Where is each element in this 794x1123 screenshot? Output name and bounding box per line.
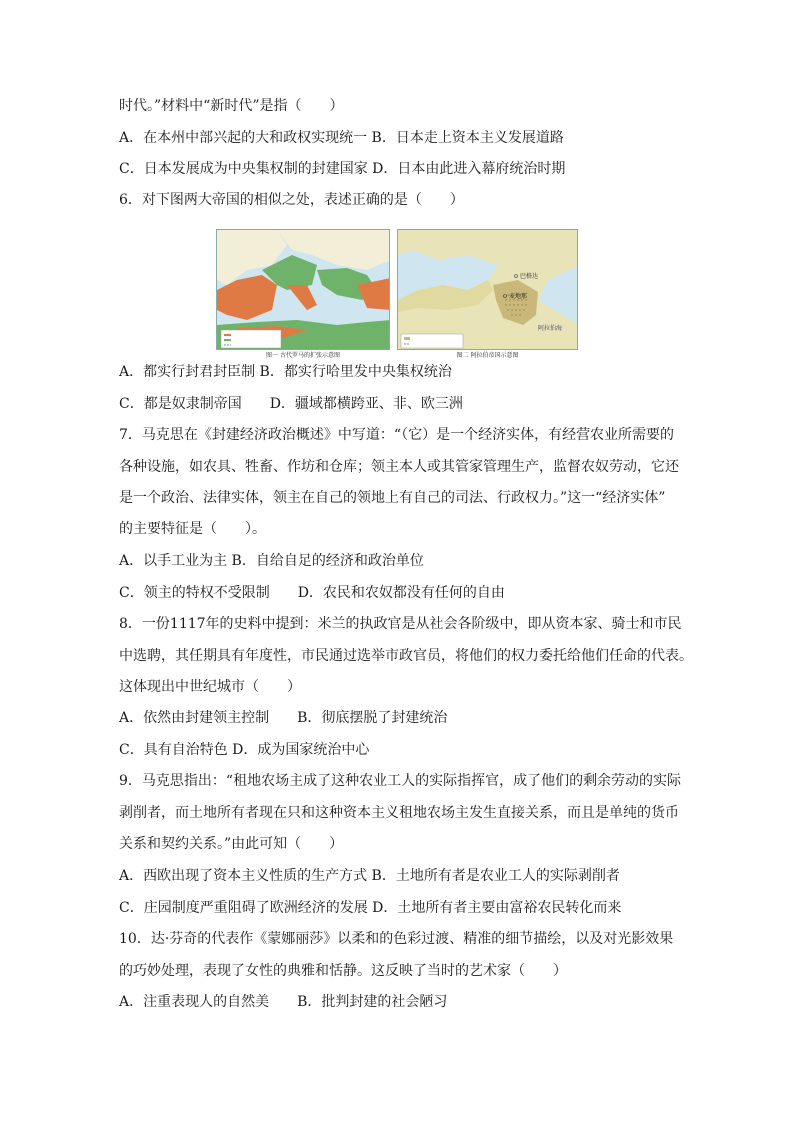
roman-expansion-map xyxy=(216,229,390,361)
label-arabian-sea: 阿拉伯海 xyxy=(538,325,563,332)
text-line: C．具有自治特色 D．成为国家统治中心 xyxy=(119,742,370,758)
map-frame xyxy=(216,229,390,350)
text-line: A．西欧出现了资本主义性质的生产方式 B．土地所有者是农业工人的实际剥削者 xyxy=(119,868,620,884)
caption-roman-map: 图一 古代罗马的扩张示意图 xyxy=(266,352,340,359)
text-line: 的巧妙处理，表现了女性的典雅和恬静。这反映了当时的艺术家（ ） xyxy=(119,963,567,979)
text-line: 8．一份1117年的史料中提到：米兰的执政官是从社会各阶级中，即从资本家、骑士和市民 xyxy=(119,616,682,632)
text-line: 剥削者，而土地所有者现在只和这种资本主义租地农场主发生直接关系，而且是单纯的货币 xyxy=(119,805,679,821)
map-legend-box xyxy=(401,334,463,348)
label-baghdad: 巴格达 xyxy=(520,273,539,280)
text-line: 7．马克思在《封建经济政治概述》中写道：“（它）是一个经济实体，有经营农业所需要的 xyxy=(119,427,675,443)
text-line: 的主要特征是（ ）。 xyxy=(119,521,266,537)
text-line: C．庄园制度严重阻碍了欧洲经济的发展 D．土地所有者主要由富裕农民转化而来 xyxy=(119,900,622,916)
text-line: 是一个政治、法律实体，领主在自己的领地上有自己的司法、行政权力。”这一“经济实体” xyxy=(119,490,666,506)
text-line: C．日本发展成为中央集权制的封建国家 D．日本由此进入幕府统治时期 xyxy=(119,161,566,177)
caption-arab-map: 图二 阿拉伯帝国示意图 xyxy=(456,352,519,359)
roman-map-graphic xyxy=(217,230,390,350)
text-line: 中选聘，其任期具有年度性，市民通过选举市政官员，将他们的权力委托给他们任命的代表。 xyxy=(119,648,693,664)
text-line: 9．马克思指出：“租地农场主成了这种农业工人的实际指挥官，成了他们的剩余劳动的实际 xyxy=(119,773,682,789)
text-line: 各种设施，如农具、牲畜、作坊和仓库；领主本人或其管家管理生产，监督农奴劳动，它还 xyxy=(119,459,679,475)
text-line: A．在本州中部兴起的大和政权实现统一 B．日本走上资本主义发展道路 xyxy=(119,130,564,146)
map-frame xyxy=(397,229,578,350)
text-line: C．都是奴隶制帝国 D．疆域都横跨亚、非、欧三洲 xyxy=(119,396,463,412)
text-line: A．都实行封君封臣制 B．都实行哈里发中央集权统治 xyxy=(119,364,452,380)
text-line: 6．对下图两大帝国的相似之处，表述正确的是（ ） xyxy=(119,192,464,208)
text-line: 这体现出中世纪城市（ ） xyxy=(119,679,301,695)
arab-empire-map xyxy=(397,229,578,361)
arab-map-graphic xyxy=(398,230,578,350)
text-line: 10．达·芬奇的代表作《蒙娜丽莎》以柔和的色彩过渡、精准的细节描绘，以及对光影效果 xyxy=(119,931,674,947)
text-line: A．注重表现人的自然美 B．批判封建的社会陋习 xyxy=(119,994,448,1010)
label-medina: 麦地那 xyxy=(509,293,528,300)
text-line: 关系和契约关系。”由此可知（ ） xyxy=(119,836,344,852)
text-line: 时代。”材料中“新时代”是指（ ） xyxy=(119,98,344,114)
figure-two-maps xyxy=(216,229,578,361)
text-line: A．依然由封建领主控制 B．彻底摆脱了封建统治 xyxy=(119,710,448,726)
text-line: C．领主的特权不受限制 D．农民和农奴都没有任何的自由 xyxy=(119,585,505,601)
text-line: A．以手工业为主 B．自给自足的经济和政治单位 xyxy=(119,553,424,569)
